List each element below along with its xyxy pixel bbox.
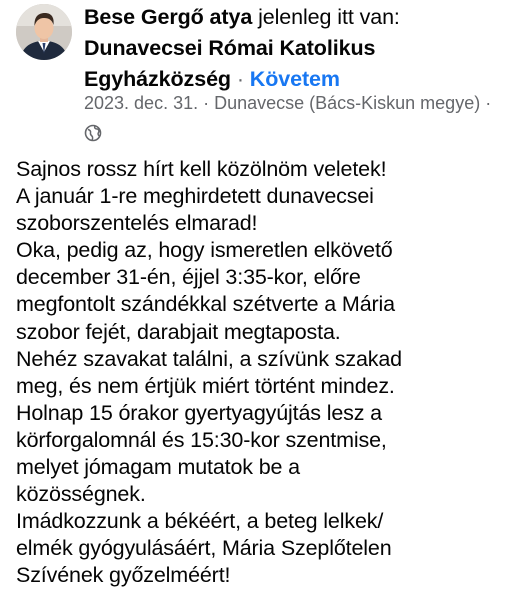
follow-button[interactable]: Követem	[249, 67, 340, 91]
meta-separator: ·	[480, 93, 492, 113]
post-line: A január 1-re meghirdetett dunavecsei	[16, 184, 374, 209]
post-location[interactable]: Dunavecse (Bács-Kiskun megye)	[214, 93, 481, 113]
post-line: december 31-én, éjjel 3:35-kor, előre	[16, 265, 361, 290]
post-line: Szívének győzelméért!	[16, 563, 231, 588]
avatar[interactable]	[16, 4, 72, 60]
post-date[interactable]: 2023. dec. 31.	[84, 93, 199, 113]
post-line: Oka, pedig az, hogy ismeretlen elkövető	[16, 238, 393, 263]
meta-separator: ·	[198, 93, 215, 113]
post-line: körforgalomnál és 15:30-kor szentmise,	[16, 427, 387, 452]
post-line: szoborszentelés elmarad!	[16, 211, 258, 236]
location-page-link[interactable]: Dunavecsei Római Katolikus Egyházközség	[84, 36, 376, 91]
post-line: közösségnek.	[16, 482, 146, 507]
post-line: szobor fejét, darabjait megtaposta.	[16, 319, 341, 344]
post-line: meg, és nem értjük miért történt mindez.	[16, 373, 395, 398]
post-line: Holnap 15 órakor gyertyagyújtás lesz a	[16, 400, 382, 425]
author-name[interactable]: Bese Gergő atya	[84, 5, 253, 29]
checkin-status: jelenleg itt van:	[258, 5, 400, 29]
post-meta	[84, 88, 509, 151]
post-body	[16, 156, 516, 590]
post-line: Imádkozzunk a békéért, a beteg lelkek/	[16, 509, 384, 534]
post-header	[84, 2, 514, 95]
post-line: Nehéz szavakat találni, a szívünk szakad	[16, 346, 402, 371]
post-line: elmék gyógyulásáért, Mária Szeplőtelen	[16, 536, 392, 561]
post-line: megfontolt szándékkal szétverte a Mária	[16, 292, 395, 317]
post-line: Sajnos rossz hírt kell közölnöm veletek!	[16, 157, 387, 181]
separator: ·	[230, 67, 250, 91]
post-line: melyet jómagam mutatok be a	[16, 455, 300, 480]
profile-photo-icon	[16, 4, 72, 60]
globe-icon[interactable]	[84, 121, 102, 151]
